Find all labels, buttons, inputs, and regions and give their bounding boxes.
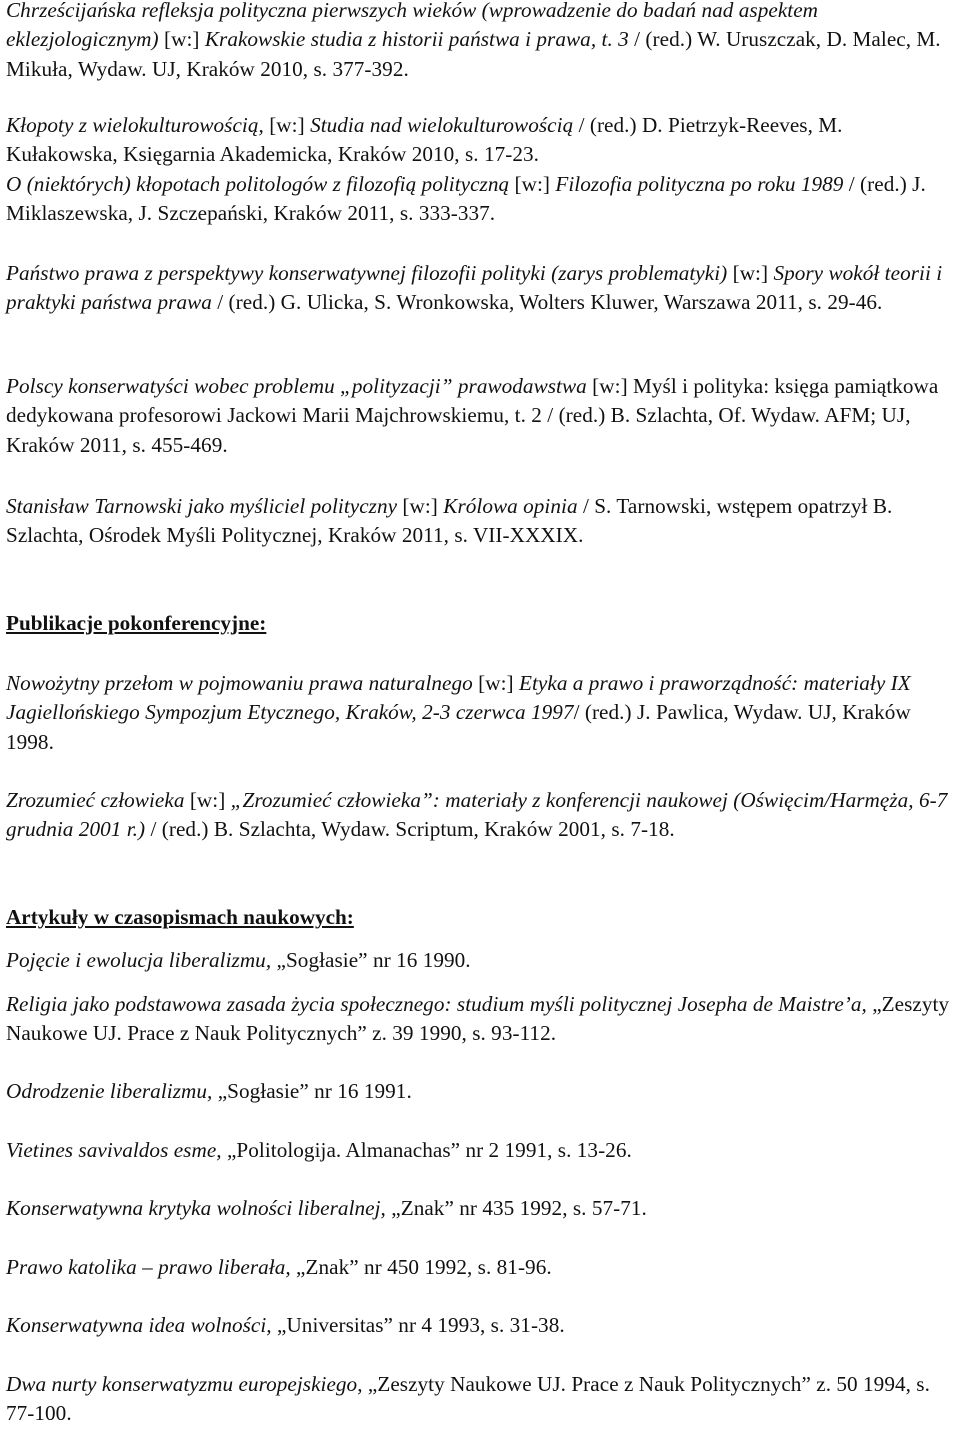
entry-title: Stanisław Tarnowski jako myśliciel polityczny (6, 494, 398, 518)
entry-title: Polscy konserwatyści wobec problemu „polityzacji” prawodawstwa (6, 374, 587, 398)
bibliography-entry: O (niektórych) kłopotach politologów z filozofią polityczną [w:] Filozofia polityczna po roku 1989 / (red.) J. Miklaszewska, J. Szczepański, Kraków 2011, s. 333-337. (6, 172, 926, 226)
bibliography-entry: Religia jako podstawowa zasada życia społecznego: studium myśli politycznej Josepha de Maistre’a, „Zeszyty Naukowe UJ. Prace z Nauk Politycznych” z. 39 1990, s. 93-112. (6, 992, 950, 1046)
bibliography-entry: Konserwatywna idea wolności, „Universitas” nr 4 1993, s. 31-38. (6, 1313, 565, 1337)
entry-title: Chrześcijańska refleksja polityczna pierwszych wieków (wprowadzenie do badań nad aspektem eklezjologicznym) (6, 0, 819, 52)
section-heading-conference: Publikacje pokonferencyjne: (6, 611, 267, 635)
bibliography-entry: Prawo katolika – prawo liberała, „Znak” nr 450 1992, s. 81-96. (6, 1255, 552, 1279)
entry-title: Dwa nurty konserwatyzmu europejskiego, (6, 1372, 363, 1396)
bibliography-entry: Dwa nurty konserwatyzmu europejskiego, „Zeszyty Naukowe UJ. Prace z Nauk Politycznych” z. 50 1994, s. 77-100. (6, 1372, 930, 1426)
entry-title: Prawo katolika – prawo liberała, (6, 1255, 291, 1279)
bibliography-entry: Zrozumieć człowieka [w:] „Zrozumieć człowieka”: materiały z konferencji naukowej (Oświęcim/Harmęża, 6-7 grudnia 2001 r.) / (red.) B. Szlachta, Wydaw. Scriptum, Kraków 2001, s. 7-18. (6, 788, 948, 842)
section-heading-articles: Artykuły w czasopismach naukowych: (6, 905, 354, 929)
bibliography-entry: Odrodzenie liberalizmu, „Sogłasie” nr 16 1991. (6, 1079, 412, 1103)
bibliography-entry: Stanisław Tarnowski jako myśliciel polityczny [w:] Królowa opinia / S. Tarnowski, wstępem opatrzył B. Szlachta, Ośrodek Myśli Politycznej, Kraków 2011, s. VII-XXXIX. (6, 494, 893, 548)
bibliography-entry: Vietines savivaldos esme, „Politologija. Almanachas” nr 2 1991, s. 13-26. (6, 1138, 632, 1162)
bibliography-entry: Kłopoty z wielokulturowością, [w:] Studia nad wielokulturowością / (red.) D. Pietrzyk-Reeves, M. Kułakowska, Księgarnia Akademicka, Kraków 2010, s. 17-23. (6, 113, 843, 167)
bibliography-entry: Pojęcie i ewolucja liberalizmu, „Sogłasie” nr 16 1990. (6, 948, 471, 972)
entry-title: Państwo prawa z perspektywy konserwatywnej filozofii polityki (zarys problematyki) (6, 261, 728, 285)
entry-title: Kłopoty z wielokulturowością, (6, 113, 264, 137)
entry-title: Odrodzenie liberalizmu, (6, 1079, 213, 1103)
entry-title: Pojęcie i ewolucja liberalizmu, (6, 948, 272, 972)
entry-title: Konserwatywna krytyka wolności liberalnej, (6, 1196, 386, 1220)
bibliography-entry: Chrześcijańska refleksja polityczna pierwszych wieków (wprowadzenie do badań nad aspektem eklezjologicznym) [w:] Krakowskie studia z historii państwa i prawa, t. 3 / (red.) W. Uruszczak, D. Malec, M. Mikuła, Wydaw. UJ, Kraków 2010, s. 377-392. (6, 0, 941, 81)
bibliography-entry: Konserwatywna krytyka wolności liberalnej, „Znak” nr 435 1992, s. 57-71. (6, 1196, 647, 1220)
entry-title: Zrozumieć człowieka (6, 788, 185, 812)
bibliography-entry: Państwo prawa z perspektywy konserwatywnej filozofii polityki (zarys problematyki) [w:] Spory wokół teorii i praktyki państwa prawa / (red.) G. Ulicka, S. Wronkowska, Wolters Kluwer, Warszawa 2011, s. 29-46. (6, 261, 943, 315)
entry-title: Religia jako podstawowa zasada życia społecznego: studium myśli politycznej Josepha de Maistre’a, (6, 992, 867, 1016)
entry-title: Konserwatywna idea wolności, (6, 1313, 272, 1337)
bibliography-entry: Nowożytny przełom w pojmowaniu prawa naturalnego [w:] Etyka a prawo i praworządność: materiały IX Jagiellońskiego Sympozjum Etycznego, Kraków, 2-3 czerwca 1997/ (red.) J. Pawlica, Wydaw. UJ, Kraków 1998. (6, 671, 911, 754)
bibliography-entry: Polscy konserwatyści wobec problemu „polityzacji” prawodawstwa [w:] Myśl i polityka: księga pamiątkowa dedykowana profesorowi Jackowi Marii Majchrowskiemu, t. 2 / (red.) B. Szlachta, Of. Wydaw. AFM; UJ, Kraków 2011, s. 455-469. (6, 374, 939, 457)
entry-title: Vietines savivaldos esme, (6, 1138, 222, 1162)
entry-title: Nowożytny przełom w pojmowaniu prawa naturalnego (6, 671, 473, 695)
entry-title: O (niektórych) kłopotach politologów z filozofią polityczną (6, 172, 510, 196)
